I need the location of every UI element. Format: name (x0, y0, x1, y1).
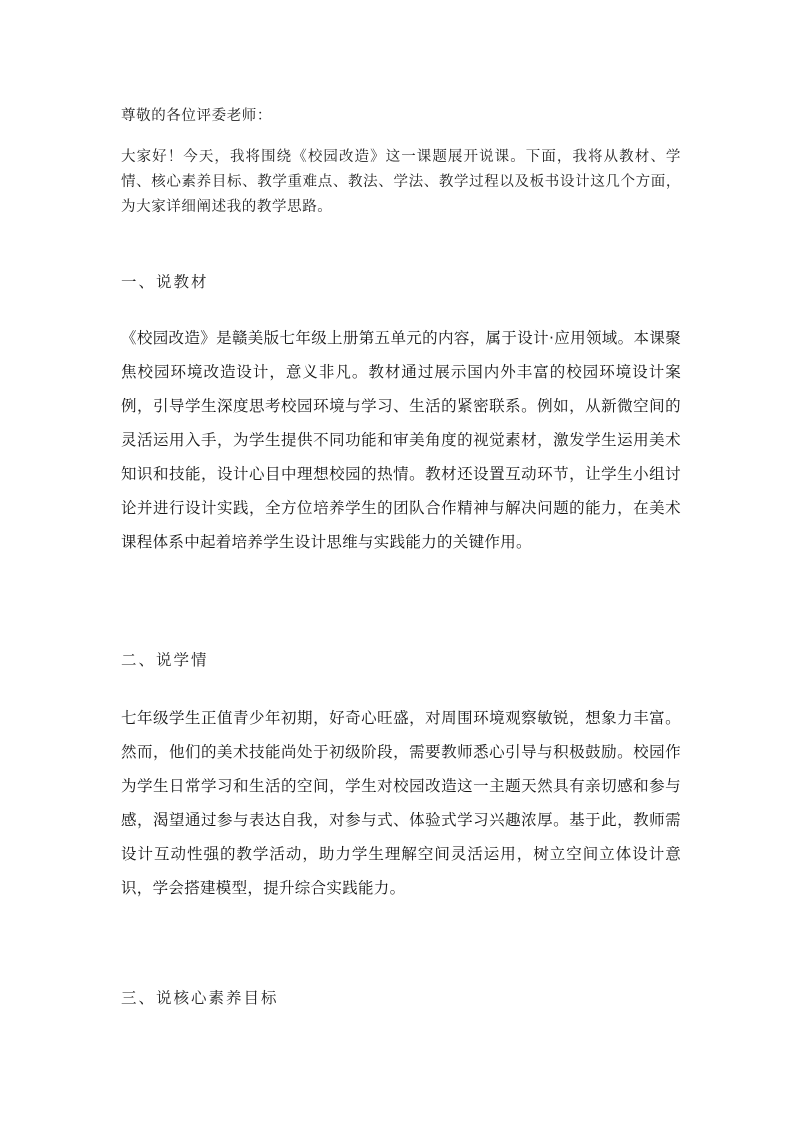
section-heading-core-literacy: 三、说核心素养目标 (121, 989, 279, 1007)
section-heading-textbook: 一、说教材 (121, 273, 209, 291)
section-heading-student-analysis: 二、说学情 (121, 651, 209, 669)
section-paragraph-textbook: 《校园改造》是赣美版七年级上册第五单元的内容，属于设计·应用领域。本课聚焦校园环境改造设计，意义非凡。教材通过展示国内外丰富的校园环境设计案例，引导学生深度思考校园环境与学习、生活的紧密联系。例如，从新微空间的灵活运用入手，为学生提供不同功能和审美角度的视觉素材，激发学生运用美术知识和技能，设计心目中理想校园的热情。教材还设置互动环节，让学生小组讨论并进行设计实践，全方位培养学生的团队合作精神与解决问题的能力，在美术课程体系中起着培养学生设计思维与实践能力的关键作用。 (121, 329, 681, 551)
intro-paragraph: 大家好！今天，我将围绕《校园改造》这一课题展开说课。下面，我将从教材、学情、核心素养目标、教学重难点、教法、学法、教学过程以及板书设计这几个方面，为大家详细阐述我的教学思路。 (121, 149, 681, 215)
greeting-line: 尊敬的各位评委老师： (121, 108, 272, 124)
section-paragraph-student-analysis: 七年级学生正值青少年初期，好奇心旺盛，对周围环境观察敏锐，想象力丰富。然而，他们的美术技能尚处于初级阶段，需要教师悉心引导与积极鼓励。校园作为学生日常学习和生活的空间，学生对校园改造这一主题天然具有亲切感和参与感，渴望通过参与表达自我，对参与式、体验式学习兴趣浓厚。基于此，教师需设计互动性强的教学活动，助力学生理解空间灵活运用，树立空间立体设计意识，学会搭建模型，提升综合实践能力。 (121, 709, 681, 897)
